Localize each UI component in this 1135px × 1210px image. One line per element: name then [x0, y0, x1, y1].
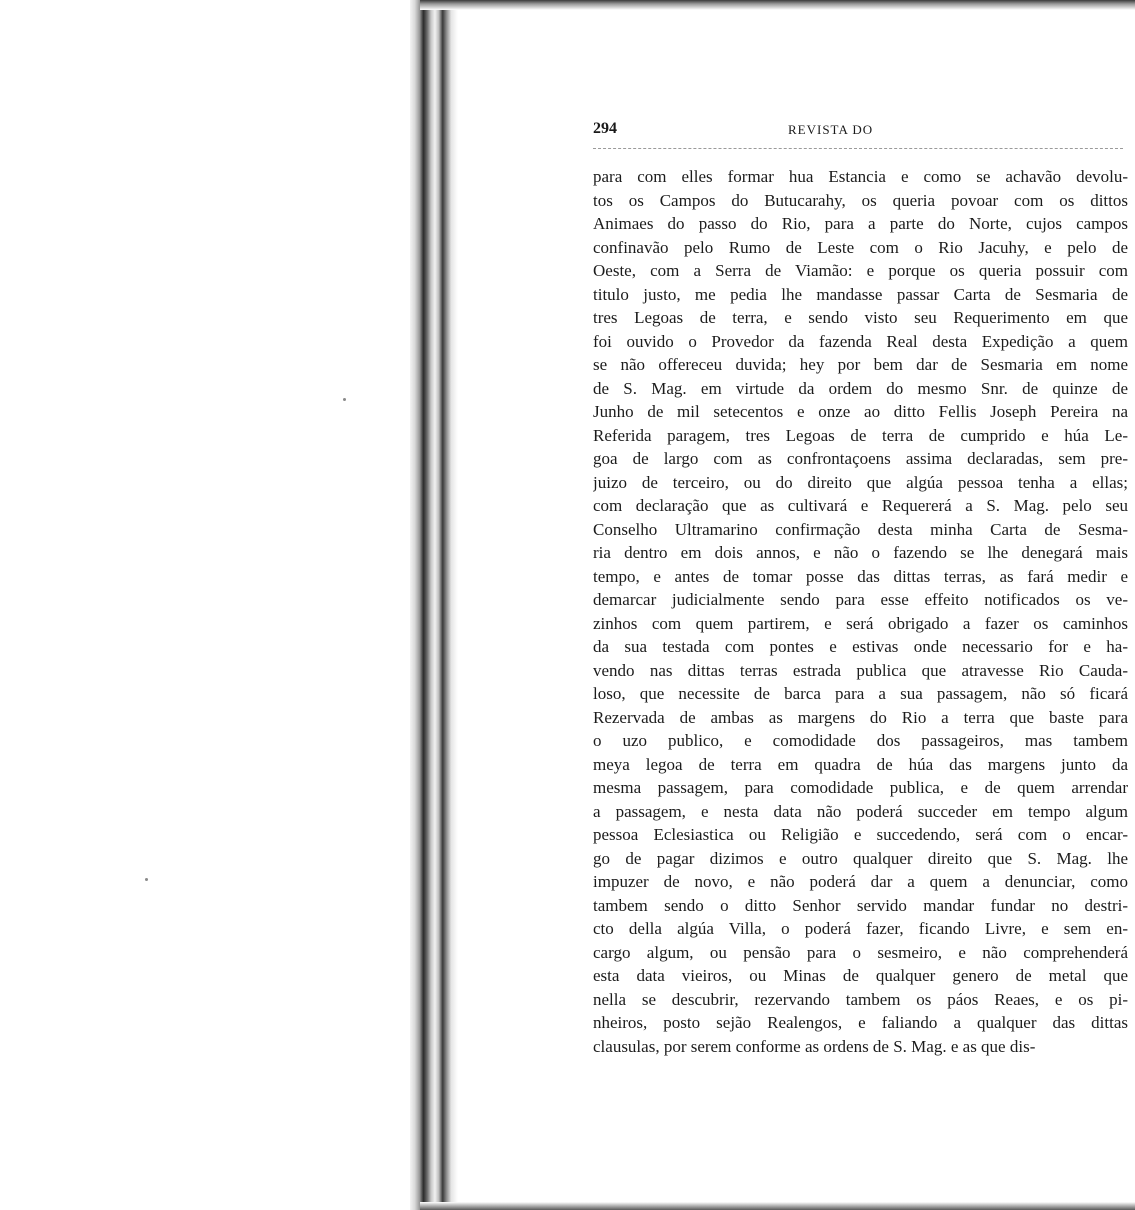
text-line: tambem sendo o ditto Senhor servido mandar fundar no destri-: [593, 895, 1128, 915]
text-line: demarcar judicialmente sendo para esse effeito notificados os ve-: [593, 590, 1128, 609]
text-line: clausulas, por serem conforme as ordens de S. Mag. e as que dis-: [593, 1036, 1036, 1056]
page-number: 294: [593, 120, 617, 137]
body-text: [593, 165, 1128, 1058]
text-line: Animaes do passo do Rio, para a parte do Norte, cujos campos: [593, 214, 1128, 233]
text-line: o uzo publico, e comodidade dos passageiros, mas tambem: [593, 731, 1128, 750]
text-line: cto della algúa Villa, o poderá fazer, ficando Livre, e sem en-: [593, 919, 1128, 938]
text-line: meya legoa de terra em quadra de húa das margens junto da: [593, 754, 1128, 774]
running-title: REVISTA DO: [788, 122, 874, 137]
text-line: pessoa Eclesiastica ou Religião e succedendo, será com o encar-: [593, 825, 1128, 844]
text-line: confinavão pelo Rumo de Leste com o Rio Jacuhy, e pelo de: [593, 237, 1128, 257]
text-line: da sua testada com pontes e estivas onde necessario for e ha-: [593, 637, 1128, 656]
text-line: juizo de terceiro, ou do direito que algúa pessoa tenha a ellas;: [593, 472, 1128, 492]
text-line: cargo algum, ou pensão para o sesmeiro, e não comprehenderá: [593, 942, 1128, 962]
text-line: impuzer de novo, e não poderá dar a quem a denunciar, como: [593, 872, 1128, 891]
text-line: esta data vieiros, ou Minas de qualquer genero de metal que: [593, 966, 1128, 985]
text-line: titulo justo, me pedia lhe mandasse passar Carta de Sesmaria de: [593, 284, 1128, 304]
text-line: com declaração que as cultivará e Requererá a S. Mag. pelo seu: [593, 496, 1128, 515]
text-page: [458, 0, 1135, 1210]
paper-speck: [145, 878, 148, 881]
text-line: go de pagar dizimos e outro qualquer direito que S. Mag. lhe: [593, 848, 1128, 868]
text-line: a passagem, e nesta data não poderá succeder em tempo algum: [593, 801, 1128, 821]
text-line: Conselho Ultramarino confirmação desta minha Carta de Sesma-: [593, 519, 1128, 539]
text-line: goa de largo com as confrontaçoens assima declaradas, sem pre-: [593, 449, 1128, 468]
text-line: para com elles formar hua Estancia e como se achavão devolu-: [593, 167, 1128, 186]
paper-speck: [343, 398, 346, 401]
text-line: tos os Campos do Butucarahy, os queria povoar com os dittos: [593, 190, 1128, 210]
text-line: Referida paragem, tres Legoas de terra de cumprido e húa Le-: [593, 425, 1128, 445]
book-gutter: [410, 0, 458, 1210]
text-line: ria dentro em dois annos, e não o fazendo se lhe denegará mais: [593, 543, 1128, 562]
text-line: Junho de mil setecentos e onze ao ditto Fellis Joseph Pereira na: [593, 402, 1128, 421]
text-line: se não offereceu duvida; hey por bem dar de Sesmaria em nome: [593, 355, 1128, 374]
text-line: vendo nas dittas terras estrada publica que atravesse Rio Cauda-: [593, 660, 1128, 680]
page-header: [593, 120, 1123, 144]
text-line: mesma passagem, para comodidade publica, e de quem arrendar: [593, 778, 1128, 797]
text-line: Oeste, com a Serra de Viamão: e porque os queria possuir com: [593, 261, 1128, 280]
text-line: nheiros, posto sejão Realengos, e faliando a qualquer das dittas: [593, 1013, 1128, 1032]
text-line: de S. Mag. em virtude da ordem do mesmo Snr. de quinze de: [593, 378, 1128, 398]
blank-facing-page: [0, 0, 410, 1210]
text-line: tres Legoas de terra, e sendo visto seu Requerimento em que: [593, 308, 1128, 327]
text-line: foi ouvido o Provedor da fazenda Real desta Expedição a quem: [593, 331, 1128, 351]
text-line: tempo, e antes de tomar posse das dittas terras, as fará medir e: [593, 566, 1128, 586]
text-line: nella se descubrir, rezervando tambem os páos Reaes, e os pi-: [593, 989, 1128, 1009]
header-rule: [593, 148, 1123, 149]
text-line: loso, que necessite de barca para a sua passagem, não só ficará: [593, 684, 1128, 703]
text-line: Rezervada de ambas as margens do Rio a terra que baste para: [593, 707, 1128, 727]
text-line: zinhos com quem partirem, e será obrigado a fazer os caminhos: [593, 613, 1128, 633]
